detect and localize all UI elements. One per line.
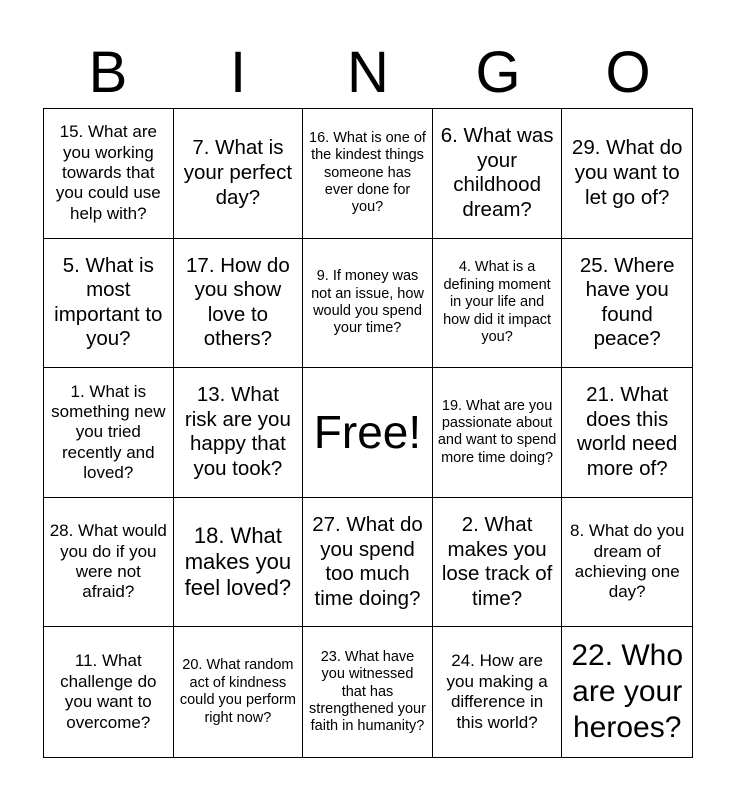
- bingo-cell[interactable]: 19. What are you passionate about and want to spend more time doing?: [433, 368, 563, 498]
- bingo-cell[interactable]: 11. What challenge do you want to overcome?: [44, 627, 174, 757]
- bingo-cell[interactable]: 6. What was your childhood dream?: [433, 109, 563, 239]
- free-space-cell[interactable]: Free!: [303, 368, 433, 498]
- bingo-cell[interactable]: 5. What is most important to you?: [44, 239, 174, 369]
- bingo-cell[interactable]: 1. What is something new you tried recently and loved?: [44, 368, 174, 498]
- bingo-cell[interactable]: 20. What random act of kindness could you perform right now?: [174, 627, 304, 757]
- bingo-cell[interactable]: 25. Where have you found peace?: [562, 239, 692, 369]
- bingo-cell[interactable]: 29. What do you want to let go of?: [562, 109, 692, 239]
- header-letter-g: G: [475, 40, 521, 105]
- bingo-cell[interactable]: 27. What do you spend too much time doing?: [303, 498, 433, 628]
- header-letter-o: O: [605, 40, 651, 105]
- bingo-cell[interactable]: 16. What is one of the kindest things someone has ever done for you?: [303, 109, 433, 239]
- bingo-cell[interactable]: 24. How are you making a difference in this world?: [433, 627, 563, 757]
- header-letter-n: N: [347, 40, 389, 105]
- bingo-cell[interactable]: 2. What makes you lose track of time?: [433, 498, 563, 628]
- bingo-cell[interactable]: 15. What are you working towards that you could use help with?: [44, 109, 174, 239]
- bingo-cell[interactable]: 13. What risk are you happy that you took?: [174, 368, 304, 498]
- bingo-cell[interactable]: 28. What would you do if you were not afraid?: [44, 498, 174, 628]
- bingo-cell[interactable]: 17. How do you show love to others?: [174, 239, 304, 369]
- bingo-cell[interactable]: 7. What is your perfect day?: [174, 109, 304, 239]
- bingo-header: [43, 40, 693, 106]
- bingo-board: [43, 108, 693, 758]
- bingo-cell[interactable]: 18. What makes you feel loved?: [174, 498, 304, 628]
- bingo-cell[interactable]: 22. Who are your heroes?: [571, 639, 684, 745]
- header-letter-i: I: [229, 40, 247, 105]
- bingo-cell[interactable]: 4. What is a defining moment in your life and how did it impact you?: [433, 239, 563, 369]
- header-letter-b: B: [88, 40, 128, 105]
- bingo-cell[interactable]: 23. What have you witnessed that has strengthened your faith in humanity?: [303, 627, 433, 757]
- bingo-cell[interactable]: 9. If money was not an issue, how would you spend your time?: [303, 239, 433, 369]
- bingo-cell[interactable]: 21. What does this world need more of?: [562, 368, 692, 498]
- bingo-cell[interactable]: 8. What do you dream of achieving one day?: [562, 498, 692, 628]
